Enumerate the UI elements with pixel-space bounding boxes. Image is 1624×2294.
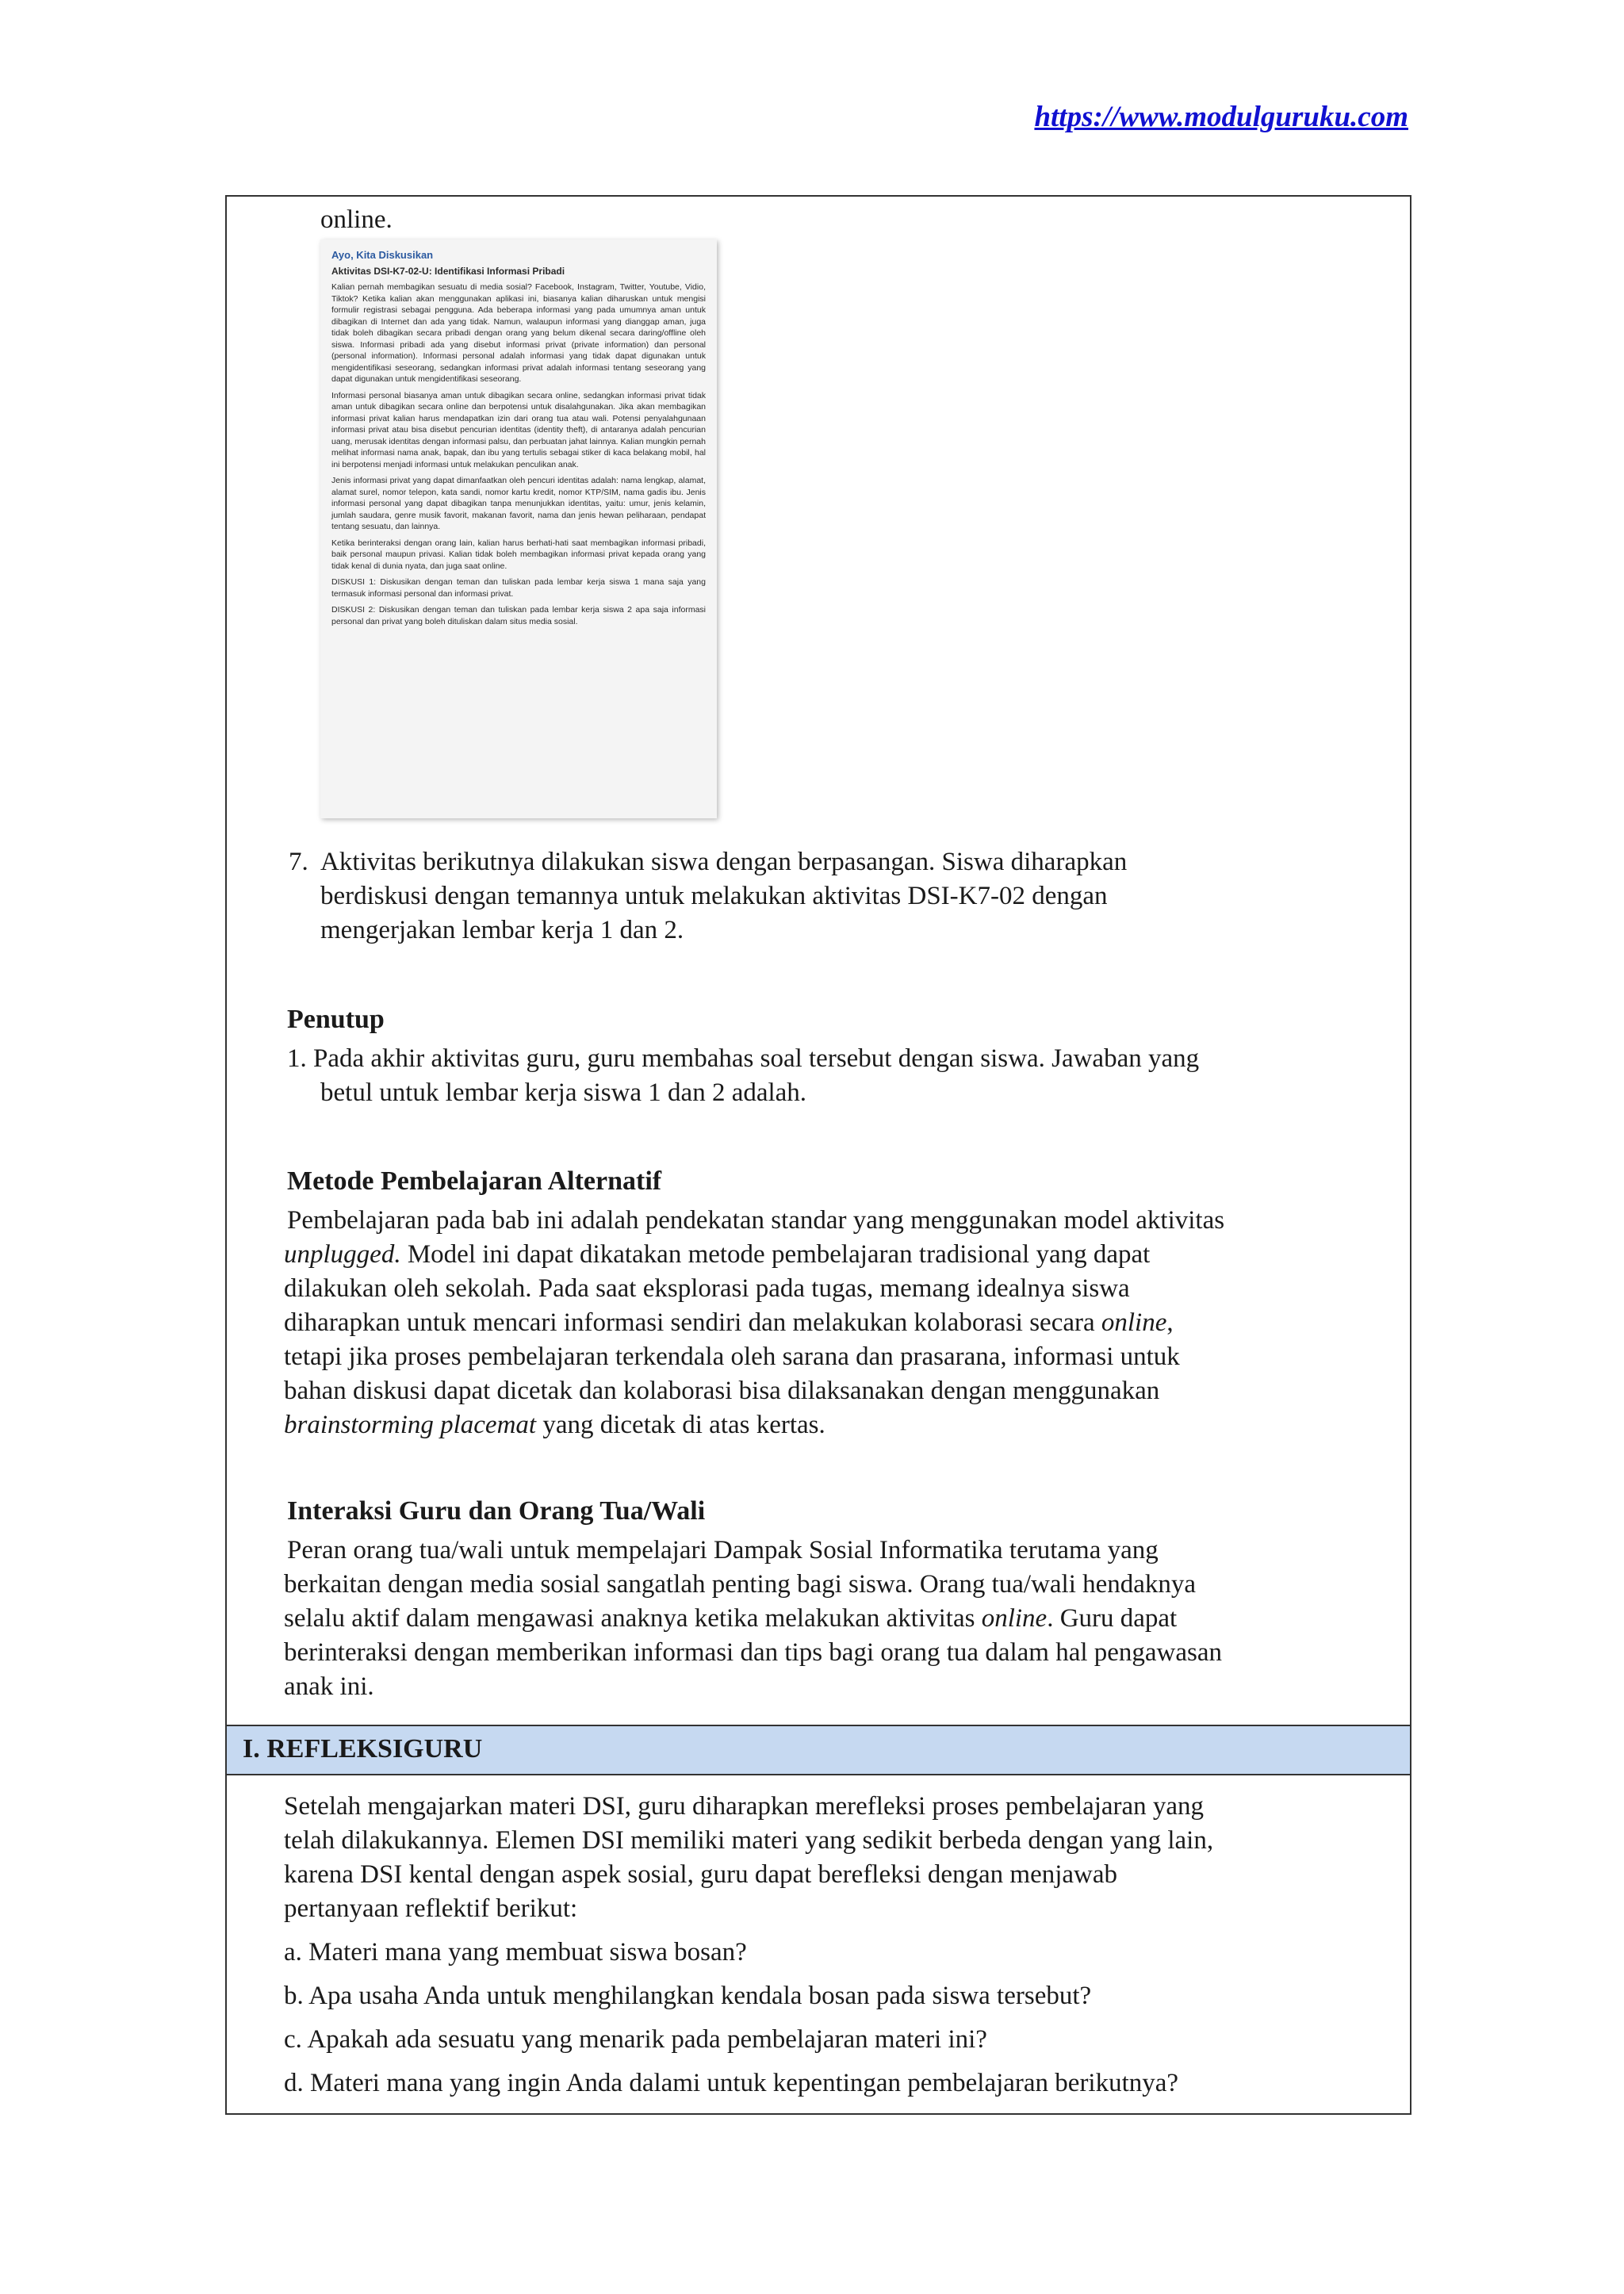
excerpt-paragraph: Informasi personal biasanya aman untuk dibagikan secara online, sedangkan informasi privat tidak aman untuk dibagikan secara online dan berpotensi untuk disalahgunakan. Jika akan membagikan informasi privat kalian harus mendapatkan izin dari orang tua atau wali. Potensi penyalahgunaan informasi privat atau bisa disebut pencurian identitas (identity theft), di antaranya adalah pencurian uang, merusak identitas dengan informasi palsu, dan perbuatan jahat lainnya. Kalian mungkin pernah melihat informasi nama anak, bapak, dan ibu yang tertulis sebagai stiker di kaca belakang mobil, hal ini berpotensi menjadi informasi untuk melakukan penculikan anak. xyxy=(331,390,706,469)
step7-line3: mengerjakan lembar kerja 1 dan 2. xyxy=(320,916,684,944)
excerpt-title: Aktivitas DSI-K7-02-U: Identifikasi Informasi Pribadi xyxy=(331,266,565,277)
metode-line6: bahan diskusi dapat dicetak dan kolaborasi bisa dilaksanakan dengan menggunakan xyxy=(284,1377,1160,1405)
interaksi-line3 xyxy=(284,1602,1177,1636)
metode-line1: Pembelajaran pada bab ini adalah pendekatan standar yang menggunakan model aktivitas xyxy=(287,1206,1225,1235)
section-title: I. REFLEKSIGURU xyxy=(243,1734,483,1764)
continued-text: online. xyxy=(320,205,393,234)
refleksi-line2: telah dilakukannya. Elemen DSI memiliki materi yang sedikit berbeda dengan yang lain, xyxy=(284,1826,1214,1855)
refleksi-question-b: b. Apa usaha Anda untuk menghilangkan kendala bosan pada siswa tersebut? xyxy=(284,1982,1092,2010)
section-header-refleksi xyxy=(227,1725,1410,1775)
metode-line5: tetapi jika proses pembelajaran terkendala oleh sarana dan prasarana, informasi untuk xyxy=(284,1342,1180,1371)
step7-line2: berdiskusi dengan temannya untuk melakukan aktivitas DSI-K7-02 dengan xyxy=(320,882,1108,910)
excerpt-heading: Ayo, Kita Diskusikan xyxy=(331,249,434,261)
step7-line1: Aktivitas berikutnya dilakukan siswa dengan berpasangan. Siswa diharapkan xyxy=(320,848,1128,876)
refleksi-line4: pertanyaan reflektif berikut: xyxy=(284,1894,578,1923)
site-url-link[interactable]: https://www.modulguruku.com xyxy=(1034,101,1408,133)
excerpt-paragraph: DISKUSI 1: Diskusikan dengan teman dan tuliskan pada lembar kerja siswa 1 mana saja yang termasuk informasi personal dan informasi privat. xyxy=(331,577,706,599)
metode-line7 xyxy=(284,1408,825,1442)
interaksi-line4: berinteraksi dengan memberikan informasi dan tips bagi orang tua dalam hal pengawasan xyxy=(284,1638,1223,1667)
refleksi-question-a: a. Materi mana yang membuat siswa bosan? xyxy=(284,1938,747,1967)
metode-em-brainstorming: brainstorming placemat xyxy=(284,1411,537,1439)
penutup-line2: betul untuk lembar kerja siswa 1 dan 2 adalah. xyxy=(320,1078,807,1107)
excerpt-paragraph: DISKUSI 2: Diskusikan dengan teman dan tuliskan pada lembar kerja siswa 2 apa saja informasi personal dan privat yang boleh dituliskan dalam situs media sosial. xyxy=(331,605,706,626)
metode-line4 xyxy=(284,1306,1174,1340)
excerpt-paragraph: Jenis informasi privat yang dapat dimanfaatkan oleh pencuri identitas adalah: nama lengkap, alamat, alamat surel, nomor telepon, kata sandi, nomor kartu kredit, nomor KTP/SIM, nama gadis ibu. Jenis informasi personal yang dapat dibagikan tanpa menunjukkan identitas, yaitu: umur, jenis kelamin, jumlah saudara, genre musik favorit, makanan favorit, nama dan jenis hewan peliharaan, pendapat tentang sesuatu, dan lainnya. xyxy=(331,476,706,531)
penutup-line1: 1. Pada akhir aktivitas guru, guru membahas soal tersebut dengan siswa. Jawaban yang xyxy=(287,1044,1200,1073)
metode-line7-text: yang dicetak di atas kertas. xyxy=(536,1411,825,1439)
metode-line3: dilakukan oleh sekolah. Pada saat eksplorasi pada tugas, memang idealnya siswa xyxy=(284,1274,1130,1303)
metode-em-unplugged: unplugged. xyxy=(284,1240,401,1269)
interaksi-em-online: online xyxy=(981,1604,1048,1633)
interaksi-heading: Interaksi Guru dan Orang Tua/Wali xyxy=(287,1496,706,1526)
metode-heading: Metode Pembelajaran Alternatif xyxy=(287,1166,662,1196)
interaksi-line3-text: selalu aktif dalam mengawasi anaknya ketika melakukan aktivitas xyxy=(284,1604,982,1633)
excerpt-paragraph: Kalian pernah membagikan sesuatu di media sosial? Facebook, Instagram, Twitter, Youtube, Vidio, Tiktok? Ketika kalian akan menggunakan aplikasi ini, biasanya kalian diharuskan untuk mengisi formulir registrasi sebagai pengguna. Ada beberapa informasi yang pada umumnya aman untuk dibagikan di Internet dan ada yang tidak. Namun, walaupun informasi yang dianggap aman, juga tidak boleh dibagikan secara pribadi dengan orang yang belum dikenal secara daring/offline oleh siswa. Informasi pribadi ada yang disebut informasi privat (private information) dan personal (personal information). Informasi personal adalah informasi yang tidak dapat digunakan untuk mengidentifikasi seseorang, sedangkan informasi privat adalah informasi tentang seseorang yang dapat digunakan untuk mengidentifikasi seseorang. xyxy=(331,282,706,384)
refleksi-question-d: d. Materi mana yang ingin Anda dalami untuk kepentingan pembelajaran berikutnya? xyxy=(284,2069,1179,2097)
step-number: 7. xyxy=(289,848,308,876)
excerpt-paragraph: Ketika berinteraksi dengan orang lain, kalian harus berhati-hati saat membagikan informasi pribadi, baik personal maupun privasi. Kalian tidak boleh membagikan informasi privat kepada orang yang tidak kenal di dunia nyata, dan juga saat online. xyxy=(331,538,706,571)
metode-line4-end: , xyxy=(1166,1308,1174,1337)
refleksi-line1: Setelah mengajarkan materi DSI, guru diharapkan merefleksi proses pembelajaran yang xyxy=(284,1792,1205,1821)
metode-em-online: online xyxy=(1101,1308,1167,1337)
metode-line2 xyxy=(284,1238,1150,1272)
refleksi-line3: karena DSI kental dengan aspek sosial, guru dapat berefleksi dengan menjawab xyxy=(284,1860,1118,1889)
interaksi-line3-end: . Guru dapat xyxy=(1047,1604,1178,1633)
interaksi-line1: Peran orang tua/wali untuk mempelajari Dampak Sosial Informatika terutama yang xyxy=(287,1536,1159,1564)
metode-line4-text: diharapkan untuk mencari informasi sendiri dan melakukan kolaborasi secara xyxy=(284,1308,1101,1337)
refleksi-question-c: c. Apakah ada sesuatu yang menarik pada pembelajaran materi ini? xyxy=(284,2025,987,2054)
interaksi-line5: anak ini. xyxy=(284,1672,374,1701)
metode-line2-text: Model ini dapat dikatakan metode pembelajaran tradisional yang dapat xyxy=(400,1240,1151,1269)
textbook-excerpt-image xyxy=(320,239,717,818)
penutup-heading: Penutup xyxy=(287,1005,385,1034)
interaksi-line2: berkaitan dengan media sosial sangatlah penting bagi siswa. Orang tua/wali hendaknya xyxy=(284,1570,1197,1599)
